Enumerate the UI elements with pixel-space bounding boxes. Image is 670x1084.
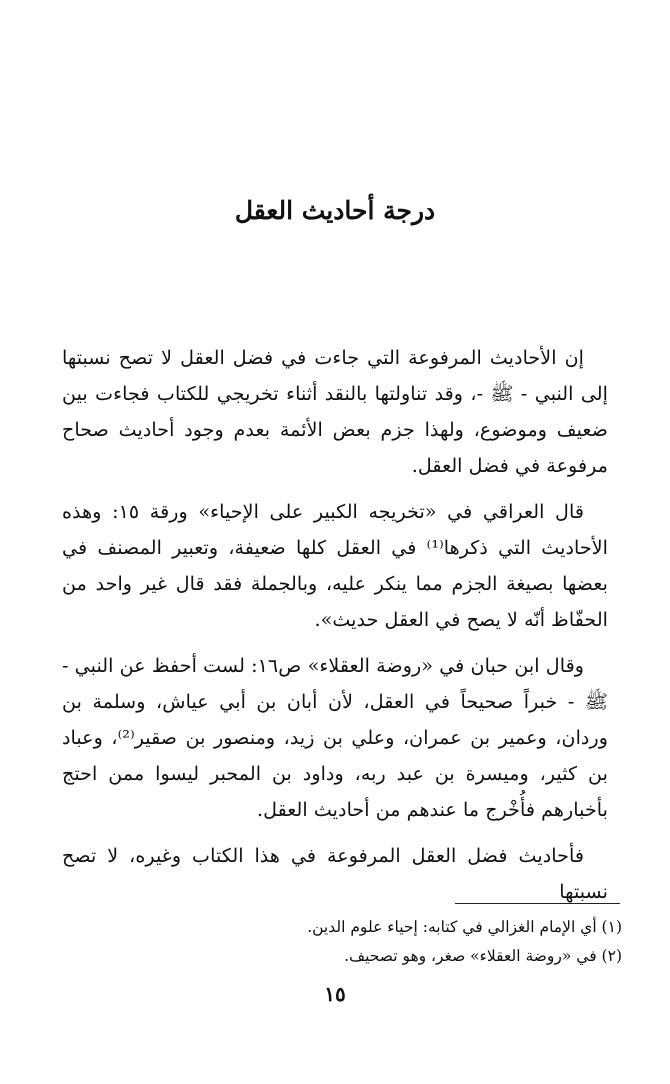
footnotes [62,913,622,971]
paragraph-2: قال العراقي في «تخريجه الكبير على الإحياء» ورقة ١٥: وهذه الأحاديث التي ذكرها⁽¹⁾ في العقل كلها ضعيفة، وتعبير المصنف في بعضها بصيغة الجزم مما ينكر عليه، وبالجملة فقد قال غير واحد من الحفّاظ أنّه لا يصح في العقل حديث». [62,500,608,631]
footnote-separator [455,903,620,904]
paragraph-1: إن الأحاديث المرفوعة التي جاءت في فضل العقل لا تصح نسبتها إلى النبي - ﷺ -، وقد تناولتها بالنقد أثناء تخريجي للكتاب فجاءت بين ضعيف وموضوع، ولهذا جزم بعض الأئمة بعدم وجود أحاديث صحاح مرفوعة في فضل العقل. [62,346,608,477]
chapter-title: درجة أحاديث العقل [234,196,436,225]
paragraph-3: وقال ابن حبان في «روضة العقلاء» ص١٦: لست أحفظ عن النبي - ﷺ - خبراً صحيحاً في العقل، لأن أبان بن أبي عياش، وسلمة بن وردان، وعمير بن عمران، وعلي بن زيد، ومنصور بن صقير⁽²⁾، وعباد بن كثير، وميسرة بن عبد ربه، وداود بن المحبر ليسوا ممن احتج بأخبارهم فأُخْرج ما عندهم من أحاديث العقل. [62,654,608,821]
main-text [62,340,608,920]
page-number: ١٥ [324,982,346,1006]
paragraph-4: فأحاديث فضل العقل المرفوعة في هذا الكتاب وغيره، لا تصح نسبتها [62,844,608,903]
footnote-1: (١) أي الإمام الغزالي في كتابه: إحياء علوم الدين. [307,918,622,936]
footnote-2: (٢) في «روضة العقلاء» صغر، وهو تصحيف. [344,947,622,965]
